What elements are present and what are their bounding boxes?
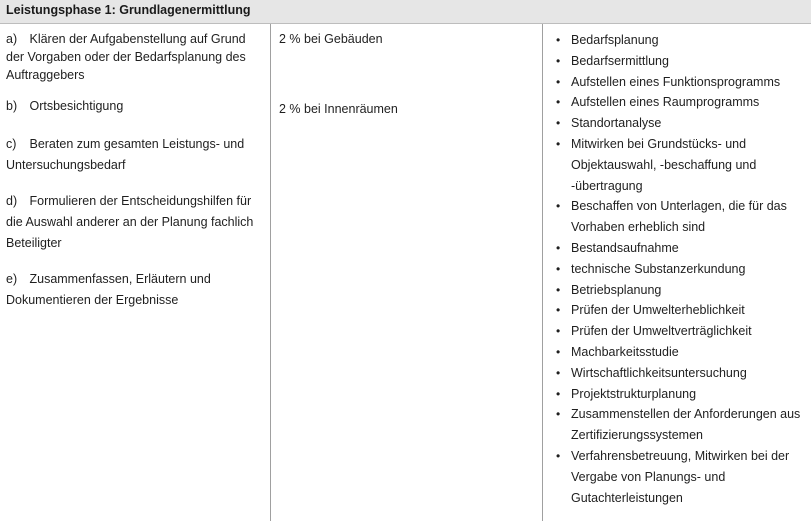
bullet-icon: •	[556, 74, 561, 89]
list-item-text: Bestandsaufnahme	[571, 240, 679, 255]
task-letter: e)	[6, 272, 18, 286]
task-item	[6, 134, 260, 176]
bullet-icon: •	[556, 136, 561, 151]
bullet-icon: •	[556, 365, 561, 380]
task-letter: b)	[6, 99, 18, 113]
list-item	[556, 92, 807, 113]
task-text: Zusammenfassen, Erläutern und Dokumentieren der Ergebnisse	[6, 272, 211, 307]
bullet-icon: •	[556, 95, 561, 110]
fee-interior: 2 % bei Innenräumen	[279, 102, 398, 116]
task-text: Formulieren der Entscheidungshilfen für die Auswahl anderer an der Planung fachlich Beteiligter	[6, 194, 254, 250]
task-item	[6, 30, 260, 84]
task-item	[6, 269, 260, 311]
bullet-icon: •	[556, 324, 561, 339]
bullet-icon: •	[556, 407, 561, 422]
list-item	[556, 72, 807, 93]
bullet-icon: •	[556, 240, 561, 255]
bullet-icon: •	[556, 53, 561, 68]
list-item	[556, 30, 807, 51]
list-item-text: Zusammenstellen der Anforderungen aus Zertifizierungssystemen	[571, 407, 801, 443]
list-item-text: Verfahrensbetreuung, Mitwirken bei der Vergabe von Planungs- und Gutachterleistungen	[571, 448, 790, 505]
list-item-text: Prüfen der Umweltverträglichkeit	[571, 324, 752, 339]
list-item	[556, 446, 807, 508]
bullet-icon: •	[556, 282, 561, 297]
list-item	[556, 196, 807, 238]
list-item-text: Wirtschaftlichkeitsuntersuchung	[571, 365, 747, 380]
bullet-icon: •	[556, 199, 561, 214]
bullet-icon: •	[556, 386, 561, 401]
list-item	[556, 300, 807, 321]
bullet-icon: •	[556, 33, 561, 47]
task-text: Ortsbesichtigung	[29, 99, 124, 113]
list-item-text: Machbarkeitsstudie	[571, 344, 679, 359]
bullet-icon: •	[556, 116, 561, 131]
bullet-icon: •	[556, 448, 561, 463]
list-item-text: Betriebsplanung	[571, 282, 662, 297]
task-item	[6, 191, 260, 254]
list-item-text: Beschaffen von Unterlagen, die für das Vorhaben erheblich sind	[571, 199, 787, 235]
task-text: Klären der Aufgabenstellung auf Grund der Vorgaben oder der Bedarfsplanung des Auftraggebers	[6, 32, 246, 82]
bullet-icon: •	[556, 344, 561, 359]
list-item	[556, 51, 807, 72]
list-item-text: Standortanalyse	[571, 116, 662, 131]
list-item	[556, 259, 807, 280]
column-divider	[542, 24, 543, 521]
phase-title: Leistungsphase 1: Grundlagenermittlung	[6, 3, 251, 17]
list-item	[556, 363, 807, 384]
list-item-text: Projektstrukturplanung	[571, 386, 697, 401]
list-item	[556, 280, 807, 301]
fee-building: 2 % bei Gebäuden	[279, 32, 383, 46]
task-letter: c)	[6, 137, 17, 151]
list-item	[556, 384, 807, 405]
list-item-text: Aufstellen eines Raumprogramms	[571, 95, 760, 110]
task-letter: d)	[6, 194, 18, 208]
list-item-text: technische Substanzerkundung	[571, 261, 746, 276]
list-item-text: Prüfen der Umwelterheblichkeit	[571, 303, 745, 318]
column-divider	[270, 24, 271, 521]
list-item	[556, 404, 807, 446]
list-item	[556, 238, 807, 259]
list-item	[556, 134, 807, 196]
list-item-text: Bedarfsplanung	[571, 33, 659, 47]
list-item	[556, 113, 807, 134]
bullet-icon: •	[556, 303, 561, 318]
list-item-text: Mitwirken bei Grundstücks- und Objektauswahl, -beschaffung und -übertragung	[571, 136, 757, 193]
task-text: Beraten zum gesamten Leistungs- und Untersuchungsbedarf	[6, 137, 245, 172]
list-item	[556, 342, 807, 363]
list-item-text: Aufstellen eines Funktionsprogramms	[571, 74, 781, 89]
bullet-icon: •	[556, 261, 561, 276]
special-services-list	[556, 30, 807, 508]
task-item	[6, 97, 260, 115]
list-item	[556, 321, 807, 342]
list-item-text: Bedarfsermittlung	[571, 53, 669, 68]
task-letter: a)	[6, 32, 18, 46]
table-header	[0, 0, 811, 24]
